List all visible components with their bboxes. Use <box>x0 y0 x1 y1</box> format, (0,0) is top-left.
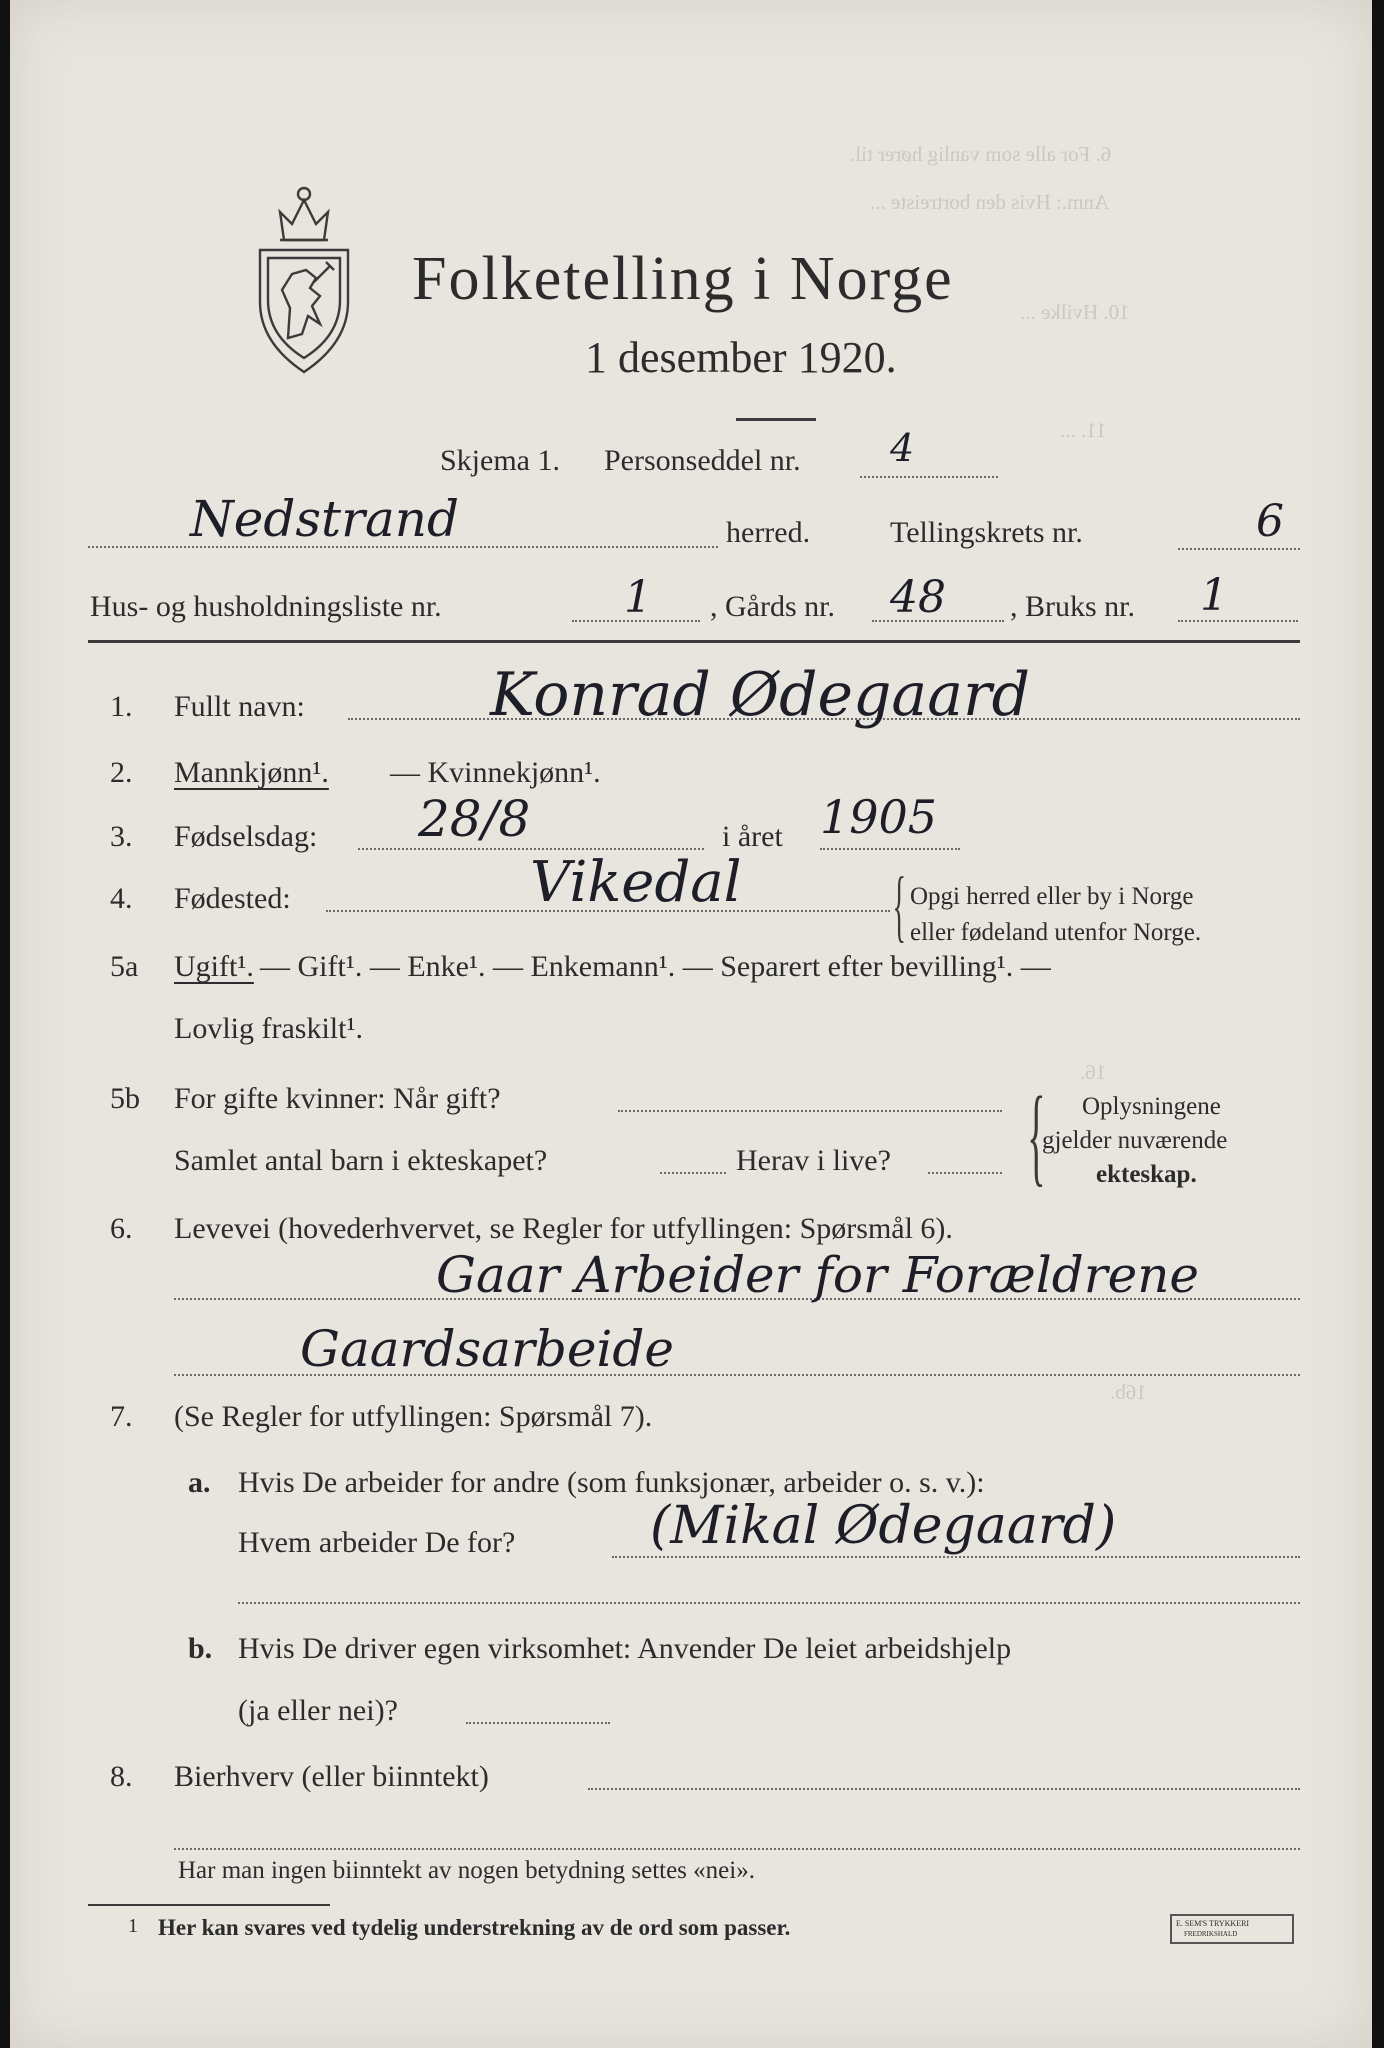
q5a-number: 5a <box>110 950 139 983</box>
bruks-label: , Bruks nr. <box>1010 590 1136 623</box>
q7b-letter: b. <box>188 1632 213 1665</box>
q7a-employer-value: (Mikal Ødegaard) <box>650 1496 1117 1556</box>
q6-number: 6. <box>110 1212 133 1245</box>
q5a-selected-option: Ugift¹. <box>174 950 254 983</box>
personseddel-number: 4 <box>890 426 915 470</box>
bleed-through-line-1: 6. For alle som vanlig hører til. <box>850 142 1112 166</box>
q7a-letter: a. <box>188 1466 211 1499</box>
footnote-mark: 1 <box>128 1915 138 1937</box>
husholdningsliste-number: 1 <box>624 572 652 623</box>
q7a-employer-label: Hvem arbeider De for? <box>238 1526 516 1559</box>
q4-number: 4. <box>110 882 133 915</box>
q7-number: 7. <box>110 1400 133 1433</box>
q8-label: Bierhverv (eller biinntekt) <box>174 1760 489 1793</box>
q7a-employer-line <box>612 1556 1300 1558</box>
form-date: 1 desember 1920. <box>585 333 897 382</box>
q7-label: (Se Regler for utfyllingen: Spørsmål 7). <box>174 1400 653 1433</box>
gards-label: , Gårds nr. <box>710 590 835 623</box>
q6-occupation-line-1: Gaar Arbeider for Forældrene <box>436 1246 1199 1304</box>
tellingskrets-label: Tellingskrets nr. <box>890 516 1083 549</box>
footnote-text: Her kan svares ved tydelig understrekning av de ord som passer. <box>158 1915 791 1940</box>
q1-full-name: Konrad Ødegaard <box>490 660 1031 730</box>
bruks-number: 1 <box>1200 570 1228 621</box>
q6-label: Levevei (hovederhvervet, se Regler for utfyllingen: Spørsmål 6). <box>174 1212 953 1245</box>
personseddel-line <box>860 476 998 478</box>
herred-value: Nedstrand <box>190 490 460 548</box>
census-form <box>10 0 1372 2048</box>
q4-label: Fødested: <box>174 882 291 915</box>
q5b-note-line-2: gjelder nuværende <box>1042 1127 1228 1154</box>
bruks-line <box>1178 620 1298 622</box>
q4-note-line-2: eller fødeland utenfor Norge. <box>910 919 1202 946</box>
q3-label: Fødselsdag: <box>174 820 318 853</box>
q3-number: 3. <box>110 820 133 853</box>
q5b-married-label: For gifte kvinner: Når gift? <box>174 1082 501 1115</box>
footnote-rule <box>88 1904 330 1906</box>
bleed-through-line-6: 16b. <box>1110 1380 1147 1404</box>
q5a-other-options: — Gift¹. — Enke¹. — Enkemann¹. — Separert efter bevilling¹. — <box>260 950 1051 983</box>
income-note: Har man ingen biinntekt av nogen betydning settes «nei». <box>178 1857 755 1884</box>
q5b-brace: { <box>1027 1074 1046 1196</box>
bleed-through-line-3: 10. Hvilke ... <box>1020 300 1130 324</box>
q3-birth-year: 1905 <box>820 790 938 844</box>
husholdningsliste-label: Hus- og husholdningsliste nr. <box>90 590 442 623</box>
q6-occupation-line-2: Gaardsarbeide <box>300 1320 675 1378</box>
q5b-alive-label: Herav i live? <box>736 1144 891 1177</box>
q2-male-option: Mannkjønn¹. <box>174 756 329 789</box>
q7b-question: (ja eller nei)? <box>238 1694 398 1727</box>
q7b-line <box>466 1722 610 1724</box>
coat-of-arms-icon <box>250 178 358 376</box>
q5a-option-divorced: Lovlig fraskilt¹. <box>174 1012 363 1045</box>
bleed-through-line-2: Anm.: Hvis den bortreiste ... <box>870 190 1110 214</box>
q5b-children-label: Samlet antal barn i ekteskapet? <box>174 1144 548 1177</box>
q2-number: 2. <box>110 756 133 789</box>
q5b-alive-line <box>928 1172 1002 1174</box>
header-rule <box>88 640 1300 643</box>
q1-label: Fullt navn: <box>174 690 305 723</box>
q2-female-option: — Kvinnekjønn¹. <box>390 756 601 789</box>
q1-number: 1. <box>110 690 133 723</box>
schema-label: Skjema 1. <box>440 444 560 477</box>
q5b-note-line-3: ekteskap. <box>1096 1161 1197 1188</box>
title-divider <box>736 418 816 421</box>
q5b-children-line <box>660 1172 726 1174</box>
q5b-number: 5b <box>110 1082 140 1115</box>
herred-label: herred. <box>726 516 811 549</box>
q5b-married-line <box>618 1110 1002 1112</box>
q7a-extra-line <box>238 1602 1300 1604</box>
q8-line <box>588 1788 1300 1790</box>
q4-brace: { <box>892 862 906 950</box>
q4-note-line-1: Opgi herred eller by i Norge <box>910 883 1194 910</box>
bleed-through-line-4: 11. ... <box>1060 418 1107 442</box>
q4-birthplace: Vikedal <box>530 850 742 915</box>
q3-year-label: i året <box>722 820 783 853</box>
tellingskrets-line <box>1178 548 1300 550</box>
gards-number: 48 <box>890 572 946 623</box>
bleed-through-line-5: 16. <box>1080 1060 1107 1084</box>
q5b-note-line-1: Oplysningene <box>1082 1093 1221 1120</box>
personseddel-label: Personseddel nr. <box>604 444 801 477</box>
printer-mark: E. SEM'S TRYKKERI FREDRIKSHALD <box>1170 1914 1294 1944</box>
q7a-label: Hvis De arbeider for andre (som funksjonær, arbeider o. s. v.): <box>238 1466 985 1499</box>
form-title: Folketelling i Norge <box>412 245 954 313</box>
q7b-label: Hvis De driver egen virksomhet: Anvender De leiet arbeidshjelp <box>238 1632 1012 1665</box>
q3-birth-date: 28/8 <box>418 790 531 848</box>
q8-number: 8. <box>110 1760 133 1793</box>
q8-extra-line <box>174 1848 1300 1850</box>
tellingskrets-number: 6 <box>1256 496 1284 547</box>
q3-year-line <box>820 848 960 850</box>
